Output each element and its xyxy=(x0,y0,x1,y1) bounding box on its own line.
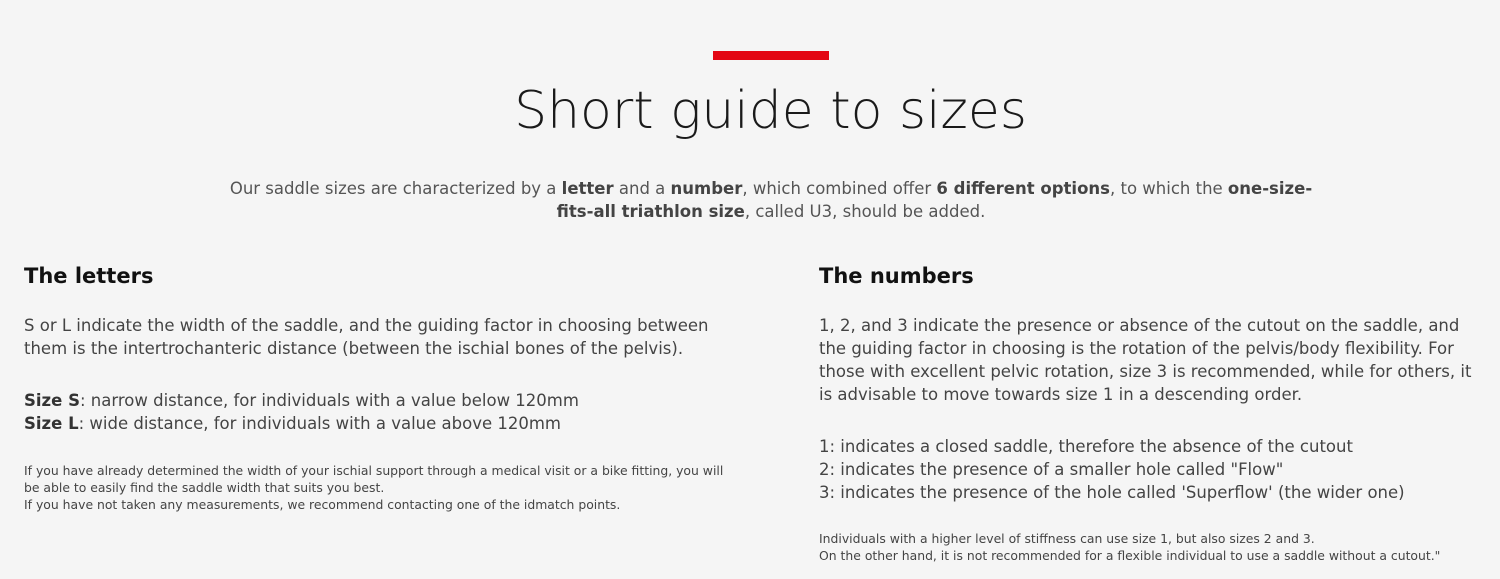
letters-note xyxy=(24,462,724,513)
intro-text-part: , which combined offer xyxy=(742,179,937,198)
title-accent-bar xyxy=(713,51,829,60)
intro-text xyxy=(220,177,1322,223)
numbers-note xyxy=(819,530,1489,564)
size-2-line: 2: indicates the presence of a smaller hole called "Flow" xyxy=(819,460,1284,479)
intro-text-part: Our saddle sizes are characterized by a xyxy=(229,179,562,198)
page-title: Short guide to sizes xyxy=(514,81,1027,141)
intro-text-part: , to which the xyxy=(1109,179,1228,198)
intro-highlight-triathlon: one-size-fits-all triathlon size xyxy=(556,179,1313,221)
letters-note-line: If you have not taken any measurements, we recommend contacting one of the idmatch points. xyxy=(24,497,621,512)
intro-text-part: , called U3, should be added. xyxy=(744,202,986,221)
letters-heading: The letters xyxy=(24,264,154,288)
intro-highlight-letter: letter xyxy=(561,179,614,198)
letters-note-line: If you have already determined the width of your ischial support through a medical visit or a bike fitting, you will be able to easily find the saddle width that suits you best. xyxy=(24,463,724,495)
size-s-text: : narrow distance, for individuals with a value below 120mm xyxy=(79,391,579,410)
size-3-line: 3: indicates the presence of the hole called 'Superflow' (the wider one) xyxy=(819,483,1405,502)
size-1-line: 1: indicates a closed saddle, therefore the absence of the cutout xyxy=(819,437,1353,456)
intro-highlight-options: 6 different options xyxy=(936,179,1110,198)
intro-text-part: and a xyxy=(613,179,671,198)
size-s-line xyxy=(24,389,724,412)
numbers-note-line: Individuals with a higher level of stiffness can use size 1, but also sizes 2 and 3. xyxy=(819,531,1315,546)
numbers-size-list xyxy=(819,435,1489,504)
intro-highlight-number: number xyxy=(670,179,743,198)
letters-section xyxy=(24,262,724,513)
size-l-line xyxy=(24,412,724,435)
size-s-label: Size S xyxy=(24,391,80,410)
numbers-description: 1, 2, and 3 indicate the presence or absence of the cutout on the saddle, and the guiding factor in choosing is the rotation of the pelvis/body flexibility. For those with excellent pelvic rotation, size 3 is recommended, while for others, it is advisable to move towards size 1 in a descending order. xyxy=(819,316,1472,404)
numbers-note-line: On the other hand, it is not recommended for a flexible individual to use a saddle without a cutout." xyxy=(819,548,1441,563)
letters-size-list xyxy=(24,389,724,435)
size-l-label: Size L xyxy=(24,414,79,433)
size-l-text: : wide distance, for individuals with a value above 120mm xyxy=(78,414,562,433)
numbers-section xyxy=(819,262,1489,564)
letters-description: S or L indicate the width of the saddle, and the guiding factor in choosing between them is the intertrochanteric distance (between the ischial bones of the pelvis). xyxy=(24,316,709,358)
numbers-heading: The numbers xyxy=(819,264,974,288)
